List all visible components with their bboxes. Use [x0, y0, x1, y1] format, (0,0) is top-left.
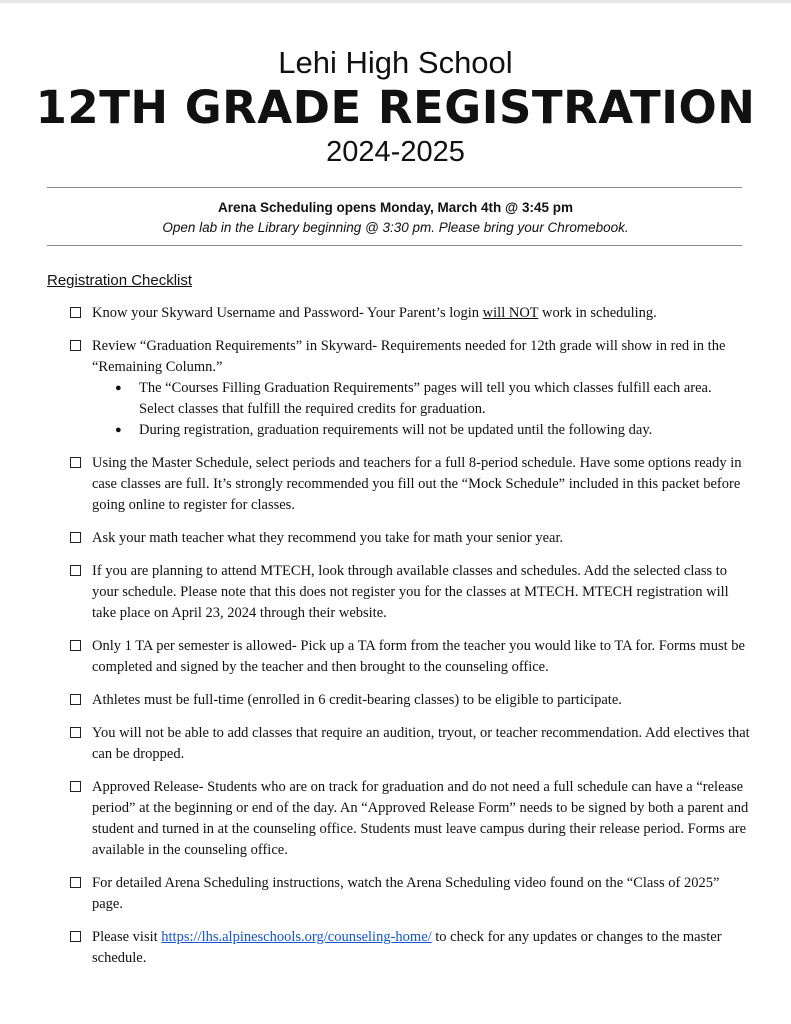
checkbox-icon[interactable] [70, 931, 81, 942]
page-top-edge [0, 0, 791, 3]
checklist-item: Only 1 TA per semester is allowed- Pick up a TA form from the teacher you would like to TA for. Forms must be completed and signed by the teacher and then brought to the counseling office. [70, 636, 750, 678]
checklist-item: If you are planning to attend MTECH, look through available classes and schedules. Add the selected class to your schedule. Please note that this does not register you for the classes at MTECH. MTECH registration will take place on April 23, 2024 through their website. [70, 561, 750, 624]
checkbox-icon[interactable] [70, 640, 81, 651]
checklist-title: Registration Checklist [47, 272, 193, 289]
checklist-item: Please visit https://lhs.alpineschools.org/counseling-home/ to check for any updates or changes to the master schedule. [70, 927, 750, 969]
checkbox-icon[interactable] [70, 727, 81, 738]
sub-bullet: ● During registration, graduation requirements will not be updated until the following day. [92, 420, 750, 441]
document-header [0, 44, 791, 170]
checklist-item-text: Review “Graduation Requirements” in Skyward- Requirements needed for 12th grade will show in red in the “Remaining Column.” [92, 338, 726, 375]
checkbox-icon[interactable] [70, 565, 81, 576]
school-name: Lehi High School [278, 45, 513, 80]
announcement-opening: Arena Scheduling opens Monday, March 4th @ 3:45 pm [218, 200, 573, 215]
school-year: 2024-2025 [326, 136, 465, 168]
checklist-item: For detailed Arena Scheduling instructions, watch the Arena Scheduling video found on the “Class of 2025” page. [70, 873, 750, 915]
announcement [0, 198, 791, 238]
checklist-item: Approved Release- Students who are on track for graduation and do not need a full schedule can have a “release period” at the beginning or end of the day. An “Approved Release Form” needs to be signed by both a parent and student and turned in at the counseling office. Students must leave campus during their release period. Forms are available in the counseling office. [70, 777, 750, 861]
divider-bottom [47, 245, 742, 246]
checkbox-icon[interactable] [70, 340, 81, 351]
checklist-item: Know your Skyward Username and Password- Your Parent’s login will NOT work in scheduling. [70, 303, 750, 324]
document-title: 12TH GRADE REGISTRATION [35, 81, 756, 134]
registration-checklist [70, 303, 750, 969]
bullet-icon: ● [115, 424, 122, 436]
checkbox-icon[interactable] [70, 694, 81, 705]
checkbox-icon[interactable] [70, 532, 81, 543]
sub-bullet-list [92, 378, 750, 441]
checkbox-icon[interactable] [70, 457, 81, 468]
checkbox-icon[interactable] [70, 877, 81, 888]
sub-bullet: ● The “Courses Filling Graduation Requirements” pages will tell you which classes fulfill each area. Select classes that fulfill the required credits for graduation. [115, 380, 712, 417]
announcement-open-lab: Open lab in the Library beginning @ 3:30 pm. Please bring your Chromebook. [162, 220, 629, 235]
checkbox-icon[interactable] [70, 781, 81, 792]
checklist-item: Athletes must be full-time (enrolled in 6 credit-bearing classes) to be eligible to participate. [70, 690, 750, 711]
checkbox-icon[interactable] [70, 307, 81, 318]
checklist-item: Ask your math teacher what they recommend you take for math your senior year. [70, 528, 750, 549]
divider-top [47, 187, 742, 188]
checklist-item: You will not be able to add classes that require an audition, tryout, or teacher recommendation. Add electives that can be dropped. [70, 723, 750, 765]
counseling-home-link[interactable]: https://lhs.alpineschools.org/counseling-home/ [161, 929, 432, 945]
checklist-item: Using the Master Schedule, select periods and teachers for a full 8-period schedule. Have some options ready in case classes are full. It’s strongly recommended you fill out the “Mock Schedule” included in this packet before going online to register for classes. [70, 453, 750, 516]
checklist-item [70, 336, 750, 441]
bullet-icon: ● [115, 382, 122, 394]
